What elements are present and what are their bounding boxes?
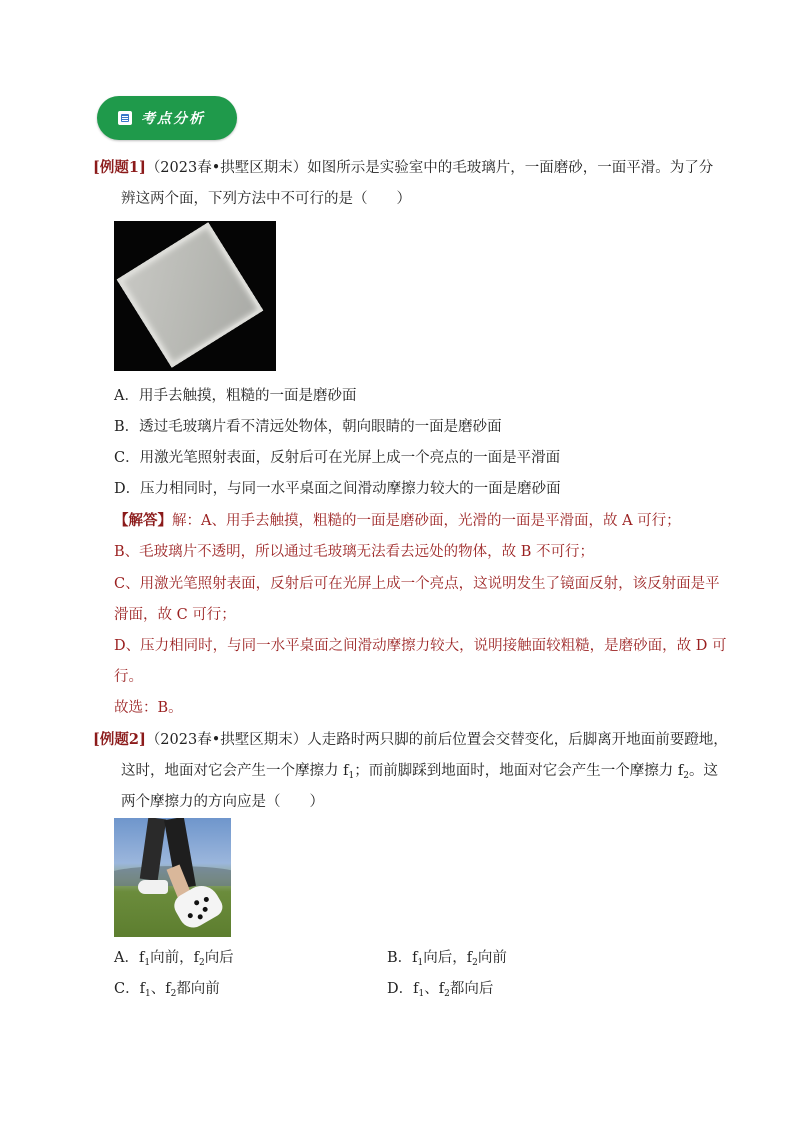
opt-b-sub2: 2 bbox=[472, 958, 478, 968]
q1-text-line1: （2023春•拱墅区期末）如图所示是实验室中的毛玻璃片，一面磨砂，一面平滑。为了分 bbox=[145, 160, 714, 176]
q2-text-line2-b: ；而前脚踩到地面时，地面对它会产生一个摩擦力 f bbox=[354, 763, 684, 779]
answer-text-7: 故选：B。 bbox=[114, 700, 183, 716]
q1-option-c: C．用激光笔照射表面，反射后可在光屏上成一个亮点的一面是平滑面 bbox=[114, 450, 561, 466]
q2-option-c bbox=[114, 979, 220, 1004]
glass-plate bbox=[117, 222, 264, 367]
opt-c-mid: 、f bbox=[150, 981, 171, 997]
cleat bbox=[193, 899, 200, 906]
q2-line1 bbox=[93, 730, 728, 750]
q2-option-d bbox=[387, 979, 493, 1004]
opt-b-sub1: 1 bbox=[417, 958, 424, 968]
answer-text-1: 解：A、用手去触摸，粗糙的一面是磨砂面，光滑的一面是平滑面，故 A 可行； bbox=[172, 513, 681, 529]
q2-option-a bbox=[114, 948, 234, 973]
opt-d-sub2: 2 bbox=[444, 989, 450, 999]
opt-d-suffix: 都向后 bbox=[449, 981, 494, 997]
q2-line2 bbox=[121, 761, 718, 786]
walking-shoe-image bbox=[114, 818, 231, 937]
opt-b-mid: 向后，f bbox=[423, 950, 473, 966]
opt-a-suffix: 向后 bbox=[204, 950, 234, 966]
section-badge bbox=[97, 96, 237, 140]
cleat bbox=[197, 913, 204, 920]
frosted-glass-image bbox=[114, 221, 276, 371]
answer-text-3: C、用激光笔照射表面，反射后可在光屏上成一个亮点，这说明发生了镜面反射，该反射面是平 bbox=[114, 576, 720, 592]
cleat bbox=[187, 912, 194, 919]
opt-a-prefix: A．f bbox=[114, 950, 145, 966]
opt-d-mid: 、f bbox=[424, 981, 445, 997]
q1-line1 bbox=[93, 158, 713, 178]
q2-tag: [例题2] bbox=[93, 731, 146, 748]
q1-option-a: A．用手去触摸，粗糙的一面是磨砂面 bbox=[114, 388, 357, 404]
q1-option-d: D．压力相同时，与同一水平桌面之间滑动摩擦力较大的一面是磨砂面 bbox=[114, 481, 561, 497]
opt-b-prefix: B．f bbox=[387, 950, 418, 966]
q2-text-line2-c: 。这 bbox=[688, 763, 718, 779]
answer-text-4: 滑面，故 C 可行； bbox=[114, 607, 236, 623]
opt-c-sub1: 1 bbox=[144, 989, 151, 999]
q1-tag: [例题1] bbox=[93, 159, 146, 176]
answer-text-6: 行。 bbox=[114, 669, 143, 685]
f1-subscript: 1 bbox=[348, 771, 355, 781]
answer-text-2: B、毛玻璃片不透明，所以通过毛玻璃无法看去远处的物体，故 B 不可行； bbox=[114, 544, 595, 560]
badge-label: 考点分析 bbox=[141, 111, 205, 127]
opt-b-suffix: 向前 bbox=[477, 950, 507, 966]
f2-subscript: 2 bbox=[683, 771, 689, 781]
opt-d-sub1: 1 bbox=[418, 989, 425, 999]
opt-c-prefix: C．f bbox=[114, 981, 145, 997]
back-shoe bbox=[138, 880, 168, 894]
q2-text-line2-a: 这时，地面对它会产生一个摩擦力 f bbox=[121, 763, 349, 779]
q2-text-line1: （2023春•拱墅区期末）人走路时两只脚的前后位置会交替变化，后脚离开地面前要蹬地， bbox=[145, 732, 728, 748]
cleat bbox=[202, 906, 209, 913]
q1-text-line2: 辨这两个面，下列方法中不可行的是（ ） bbox=[121, 191, 411, 207]
opt-c-sub2: 2 bbox=[170, 989, 177, 999]
opt-c-suffix: 都向前 bbox=[176, 981, 220, 997]
opt-a-sub2: 2 bbox=[198, 958, 205, 968]
q1-answer-line1 bbox=[114, 511, 681, 531]
cleat bbox=[203, 896, 210, 903]
answer-text-5: D、压力相同时，与同一水平桌面之间滑动摩擦力较大，说明接触面较粗糙，是磨砂面，故 D 可 bbox=[114, 638, 727, 654]
opt-a-sub1: 1 bbox=[144, 958, 151, 968]
q2-option-b bbox=[387, 948, 507, 973]
answer-tag: 【解答】 bbox=[114, 512, 172, 529]
q1-option-b: B．透过毛玻璃片看不清远处物体，朝向眼睛的一面是磨砂面 bbox=[114, 419, 502, 435]
q2-text-line3: 两个摩擦力的方向应是（ ） bbox=[121, 794, 324, 810]
document-icon bbox=[118, 111, 132, 125]
opt-d-prefix: D．f bbox=[387, 981, 419, 997]
opt-a-mid: 向前，f bbox=[150, 950, 199, 966]
